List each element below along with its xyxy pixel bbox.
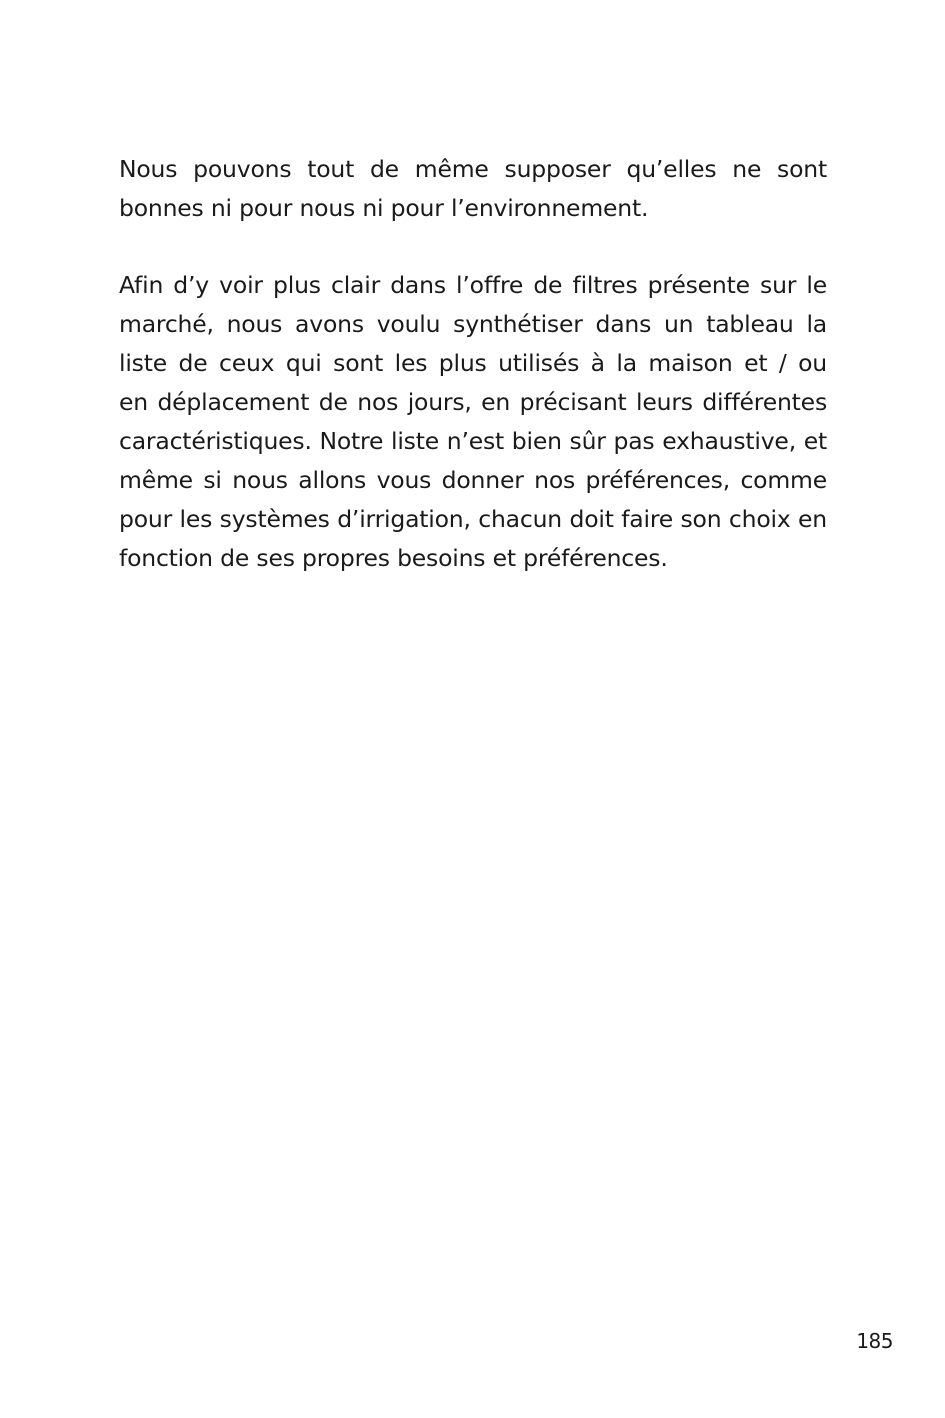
text-line: Nous pouvons tout de même supposer qu’elles ne sont <box>119 155 827 183</box>
text-line: fonction de ses propres besoins et préférences. <box>119 544 668 572</box>
body-text <box>119 150 827 616</box>
text-line: Afin d’y voir plus clair dans l’offre de filtres présente sur le <box>119 271 827 299</box>
text-line: bonnes ni pour nous ni pour l’environnement. <box>119 194 649 222</box>
paragraph-1 <box>119 150 827 228</box>
paragraph-2 <box>119 266 827 578</box>
page-number: 185 <box>856 1329 893 1353</box>
text-line: marché, nous avons voulu synthétiser dans un tableau la <box>119 310 827 338</box>
text-line: même si nous allons vous donner nos préférences, comme <box>119 466 827 494</box>
text-line: en déplacement de nos jours, en précisant leurs différentes <box>119 388 827 416</box>
text-line: pour les systèmes d’irrigation, chacun doit faire son choix en <box>119 505 827 533</box>
text-line: liste de ceux qui sont les plus utilisés à la maison et / ou <box>119 349 827 377</box>
text-line: caractéristiques. Notre liste n’est bien sûr pas exhaustive, et <box>119 427 827 455</box>
